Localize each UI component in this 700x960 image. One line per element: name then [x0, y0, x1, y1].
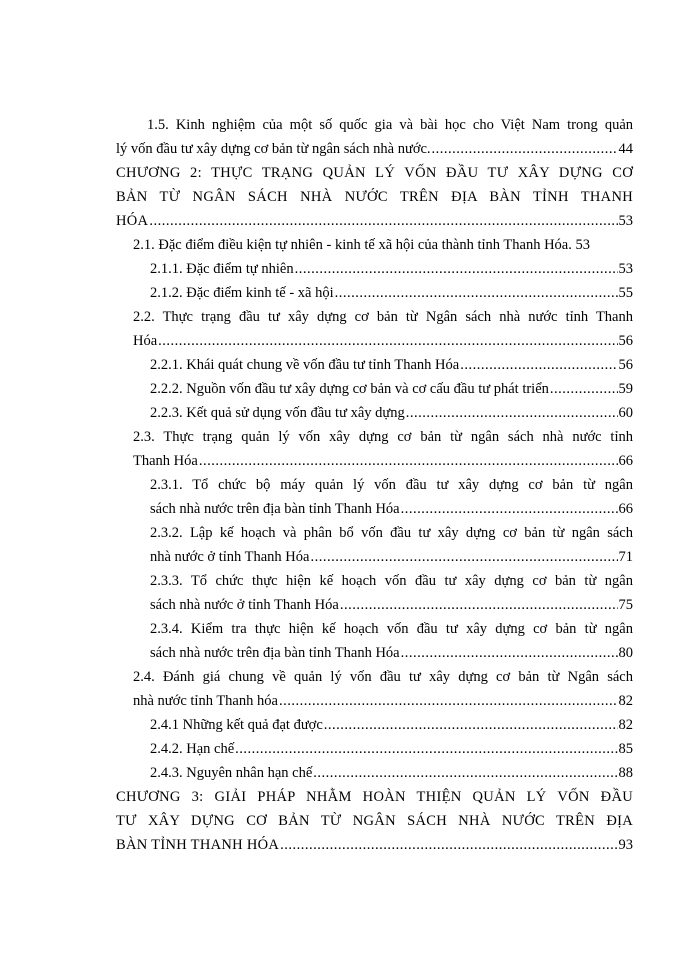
toc-page-number: 88 [618, 765, 633, 781]
toc-entry-text: 2.3.3. Tổ chức thực hiện kế hoạch vốn đầu tư xây dựng cơ bản từ ngân [150, 573, 633, 589]
toc-entry-2-2-cont[interactable] [133, 331, 633, 351]
toc-page-number: 55 [618, 285, 633, 301]
toc-leader [313, 763, 617, 783]
toc-entry-text: 2.2.3. Kết quả sử dụng vốn đầu tư xây dựng [150, 405, 405, 421]
toc-page-number: 60 [618, 405, 633, 421]
toc-chapter-title: HÓA [116, 213, 149, 229]
toc-leader [158, 331, 617, 351]
toc-entry-text: Thanh Hóa [133, 453, 198, 469]
toc-chapter-3[interactable] [116, 787, 633, 807]
toc-entry-text: 2.4.3. Nguyên nhân hạn chế [150, 765, 313, 781]
toc-entry-text: lý vốn đầu tư xây dựng cơ bản từ ngân sách nhà nước. [116, 141, 431, 157]
toc-entry-1-5[interactable] [147, 115, 633, 135]
toc-leader [310, 547, 617, 567]
toc-page-number: 93 [618, 837, 633, 853]
toc-entry-2-4[interactable] [133, 667, 633, 687]
toc-chapter-title: CHƯƠNG 2: THỰC TRẠNG QUẢN LÝ VỐN ĐẦU TƯ XÂY DỰNG CƠ [116, 165, 633, 181]
toc-leader [235, 739, 617, 759]
toc-leader [295, 259, 618, 279]
toc-entry-2-3-2-cont[interactable] [150, 547, 633, 567]
toc-entry-text: sách nhà nước ở tỉnh Thanh Hóa [150, 597, 339, 613]
toc-entry-text: 2.2. Thực trạng đầu tư xây dựng cơ bản từ Ngân sách nhà nước tỉnh Thanh [133, 309, 633, 325]
toc-entry-2-3-3[interactable] [150, 571, 633, 591]
toc-leader [335, 283, 618, 303]
toc-leader [280, 835, 617, 855]
toc-entry-1-5-cont[interactable] [116, 139, 633, 159]
toc-page-number: 53 [618, 213, 633, 229]
toc-page-number: 82 [618, 693, 633, 709]
toc-page-number: 56 [618, 357, 633, 373]
toc-entry-text: 2.1.1. Đặc điểm tự nhiên [150, 261, 294, 277]
toc-entry-2-2-2[interactable] [150, 379, 633, 399]
toc-chapter-2-end[interactable] [116, 211, 633, 231]
toc-page-number: 66 [618, 453, 633, 469]
toc-entry-text: 2.2.2. Nguồn vốn đầu tư xây dựng cơ bản và cơ cấu đầu tư phát triển [150, 381, 549, 397]
toc-chapter-2-cont[interactable] [116, 187, 633, 207]
toc-entry-2-4-cont[interactable] [133, 691, 633, 711]
toc-leader [199, 451, 618, 471]
toc-entry-2-3-1-cont[interactable] [150, 499, 633, 519]
toc-entry-2-1[interactable] [133, 235, 633, 255]
toc-page-number: 56 [618, 333, 633, 349]
toc-entry-2-3[interactable] [133, 427, 633, 447]
toc-entry-2-4-2[interactable] [150, 739, 633, 759]
toc-entry-text: 1.5. Kinh nghiệm của một số quốc gia và bài học cho Việt Nam trong quản [147, 117, 633, 133]
toc-page-number: 66 [618, 501, 633, 517]
toc-chapter-2[interactable] [116, 163, 633, 183]
toc-leader [406, 403, 618, 423]
toc-entry-text: 2.2.1. Khái quát chung về vốn đầu tư tỉnh Thanh Hóa [150, 357, 460, 373]
toc-leader [149, 211, 617, 231]
toc-leader [460, 355, 617, 375]
toc-leader [401, 499, 618, 519]
toc-entry-2-3-cont[interactable] [133, 451, 633, 471]
toc-entry-text: 2.1. Đặc điểm điều kiện tự nhiên - kinh tế xã hội của thành tỉnh Thanh Hóa. 53 [133, 237, 590, 253]
toc-page-number: 80 [618, 645, 633, 661]
toc-entry-text: 2.4.1 Những kết quả đạt được [150, 717, 323, 733]
toc-page-number: 85 [618, 741, 633, 757]
toc-entry-text: 2.1.2. Đặc điểm kinh tế - xã hội [150, 285, 334, 301]
toc-leader [324, 715, 618, 735]
toc-page-number: 71 [618, 549, 633, 565]
toc-entry-text: Hóa [133, 333, 158, 349]
toc-entry-text: 2.3.2. Lập kế hoạch và phân bổ vốn đầu tư xây dựng cơ bản từ ngân sách [150, 525, 633, 541]
toc-entry-text: nhà nước ở tỉnh Thanh Hóa [150, 549, 310, 565]
toc-entry-2-3-4-cont[interactable] [150, 643, 633, 663]
toc-entry-2-1-2[interactable] [150, 283, 633, 303]
toc-entry-2-3-3-cont[interactable] [150, 595, 633, 615]
toc-entry-text: sách nhà nước trên địa bàn tỉnh Thanh Hóa [150, 501, 400, 517]
toc-page-number: 82 [618, 717, 633, 733]
toc-page-number: 59 [618, 381, 633, 397]
toc-leader [279, 691, 618, 711]
toc-chapter-title: CHƯƠNG 3: GIẢI PHÁP NHẰM HOÀN THIỆN QUẢN LÝ VỐN ĐẦU [116, 789, 633, 805]
toc-entry-text: 2.4.2. Hạn chế [150, 741, 235, 757]
toc-chapter-3-end[interactable] [116, 835, 633, 855]
toc-leader [401, 643, 618, 663]
toc-page-number: 44 [618, 141, 633, 157]
toc-entry-text: nhà nước tỉnh Thanh hóa [133, 693, 278, 709]
toc-entry-2-1-1[interactable] [150, 259, 633, 279]
toc-entry-2-4-1[interactable] [150, 715, 633, 735]
toc-entry-text: 2.3.1. Tổ chức bộ máy quản lý vốn đầu tư xây dựng cơ bản từ ngân [150, 477, 633, 493]
toc-entry-text: 2.3.4. Kiểm tra thực hiện kế hoạch vốn đầu tư xây dựng cơ bản từ ngân [150, 621, 633, 637]
toc-entry-2-2-1[interactable] [150, 355, 633, 375]
toc-page-number: 53 [618, 261, 633, 277]
toc-entry-text: 2.3. Thực trạng quản lý vốn xây dựng cơ bản từ ngân sách nhà nước tỉnh [133, 429, 633, 445]
toc-entry-2-3-4[interactable] [150, 619, 633, 639]
toc-entry-2-3-2[interactable] [150, 523, 633, 543]
toc-entry-2-2[interactable] [133, 307, 633, 327]
toc-entry-text: 2.4. Đánh giá chung về quản lý vốn đầu tư xây dựng cơ bản từ Ngân sách [133, 669, 633, 685]
toc-chapter-title: BẢN TỪ NGÂN SÁCH NHÀ NƯỚC TRÊN ĐỊA BÀN TỈNH THANH [116, 189, 633, 205]
toc-entry-2-2-3[interactable] [150, 403, 633, 423]
toc-entry-text: sách nhà nước trên địa bàn tỉnh Thanh Hóa [150, 645, 400, 661]
toc-entry-2-4-3[interactable] [150, 763, 633, 783]
toc-entry-2-3-1[interactable] [150, 475, 633, 495]
toc-chapter-title: TƯ XÂY DỰNG CƠ BẢN TỪ NGÂN SÁCH NHÀ NƯỚC TRÊN ĐỊA [116, 813, 633, 829]
toc-leader [550, 379, 618, 399]
toc-page-number: 75 [618, 597, 633, 613]
toc-leader [340, 595, 618, 615]
toc-chapter-3-cont[interactable] [116, 811, 633, 831]
toc-leader [432, 139, 618, 159]
toc-chapter-title: BÀN TỈNH THANH HÓA [116, 837, 280, 853]
